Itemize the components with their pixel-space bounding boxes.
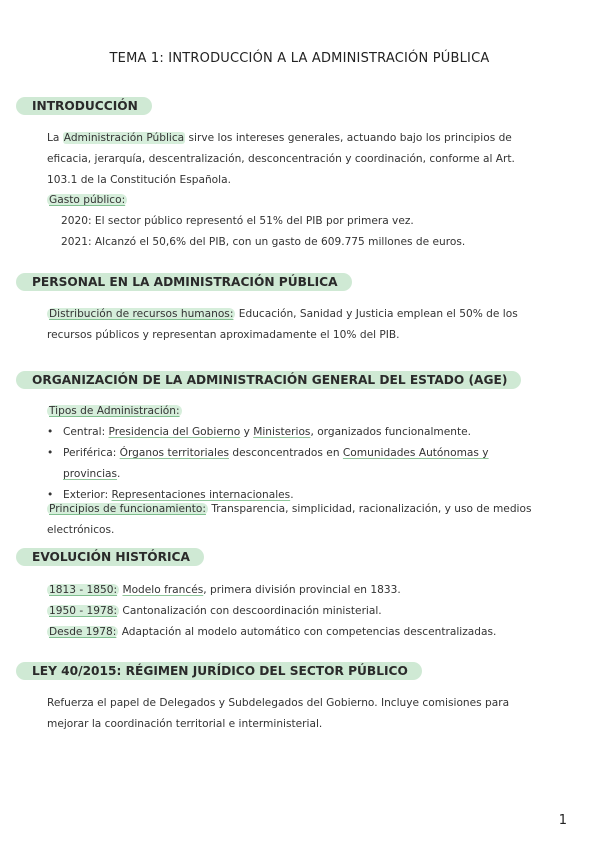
section-heading-label: LEY 40/2015: RÉGIMEN JURÍDICO DEL SECTOR PÚBLICO: [16, 662, 422, 680]
period-label: 1813 - 1850:: [49, 584, 118, 596]
page-number: 1: [558, 813, 567, 828]
list-item: [47, 580, 547, 601]
gasto-2021: 2021: Alcanzó el 50,6% del PIB, con un gasto de 609.775 millones de euros.: [61, 236, 466, 248]
item-text: y: [240, 426, 254, 438]
item-text: .: [290, 489, 294, 501]
underlined-term: Ministerios: [253, 426, 311, 438]
recursos-humanos-label: Distribución de recursos humanos:: [49, 308, 234, 320]
period-text: Cantonalización con descoordinación ministerial.: [119, 605, 382, 617]
period-text: , primera división provincial en 1833.: [203, 584, 401, 596]
item-text: Exterior:: [63, 489, 112, 501]
underlined-term: Modelo francés: [122, 584, 204, 596]
list-item: [47, 601, 547, 622]
principios-label: Principios de funcionamiento:: [49, 503, 206, 515]
gasto-2020: 2020: El sector público representó el 51% del PIB por primera vez.: [61, 215, 414, 227]
page-title: TEMA 1: INTRODUCCIÓN A LA ADMINISTRACIÓN PÚBLICA: [109, 51, 490, 66]
underlined-term: Presidencia del Gobierno: [108, 426, 241, 438]
period-label: Desde 1978:: [49, 626, 117, 638]
section-heading-label: EVOLUCIÓN HISTÓRICA: [16, 548, 204, 566]
principios-paragraph: [47, 499, 547, 541]
gasto-publico-block: [47, 190, 547, 253]
highlight-administracion-publica: Administración Pública: [63, 132, 185, 144]
ley-paragraph: Refuerza el papel de Delegados y Subdelegados del Gobierno. Incluye comisiones para mejorar la coordinación territorial e interministerial.: [47, 697, 510, 730]
section-heading-organizacion: [16, 371, 521, 389]
section-heading-evolucion: [16, 548, 204, 566]
intro-text: La: [47, 132, 63, 144]
section-heading-label: ORGANIZACIÓN DE LA ADMINISTRACIÓN GENERAL DEL ESTADO (AGE): [16, 371, 521, 389]
section-heading-ley: [16, 662, 422, 680]
underlined-term: Órganos territoriales: [119, 447, 229, 459]
section-heading-label: INTRODUCCIÓN: [16, 97, 152, 115]
tipos-block: [47, 401, 547, 506]
period-text: Adaptación al modelo automático con competencias descentralizadas.: [118, 626, 497, 638]
underlined-term: Comunidades Autónomas y provincias: [63, 447, 489, 480]
period-label: 1950 - 1978:: [49, 605, 118, 617]
item-text: Central:: [63, 426, 109, 438]
evolucion-block: [47, 580, 547, 643]
item-text: desconcentrados en: [229, 447, 343, 459]
intro-paragraph: [47, 128, 547, 191]
recursos-humanos-text: Educación, Sanidad y Justicia emplean el 50% de los recursos públicos y representan aproximadamente el 10% del PIB.: [47, 308, 518, 341]
personal-paragraph: [47, 304, 547, 346]
list-item: [47, 622, 547, 643]
list-item: [47, 443, 547, 485]
item-text: Periférica:: [63, 447, 120, 459]
section-heading-label: PERSONAL EN LA ADMINISTRACIÓN PÚBLICA: [16, 273, 352, 291]
section-heading-introduccion: [16, 97, 152, 115]
list-item: [47, 422, 547, 443]
gasto-publico-label: Gasto público:: [49, 194, 126, 206]
principios-text: Transparencia, simplicidad, racionalización, y uso de medios electrónicos.: [47, 503, 532, 536]
item-text: , organizados funcionalmente.: [310, 426, 472, 438]
intro-text: sirve los intereses generales, actuando bajo los principios de eficacia, jerarquía, descentralización, desconcentración y coordinación, conforme al Art. 103.1 de la Constitución Española.: [47, 132, 515, 186]
underlined-term: Representaciones internacionales: [111, 489, 291, 501]
section-heading-personal: [16, 273, 352, 291]
tipos-label: Tipos de Administración:: [49, 405, 180, 417]
item-text: .: [117, 468, 121, 480]
